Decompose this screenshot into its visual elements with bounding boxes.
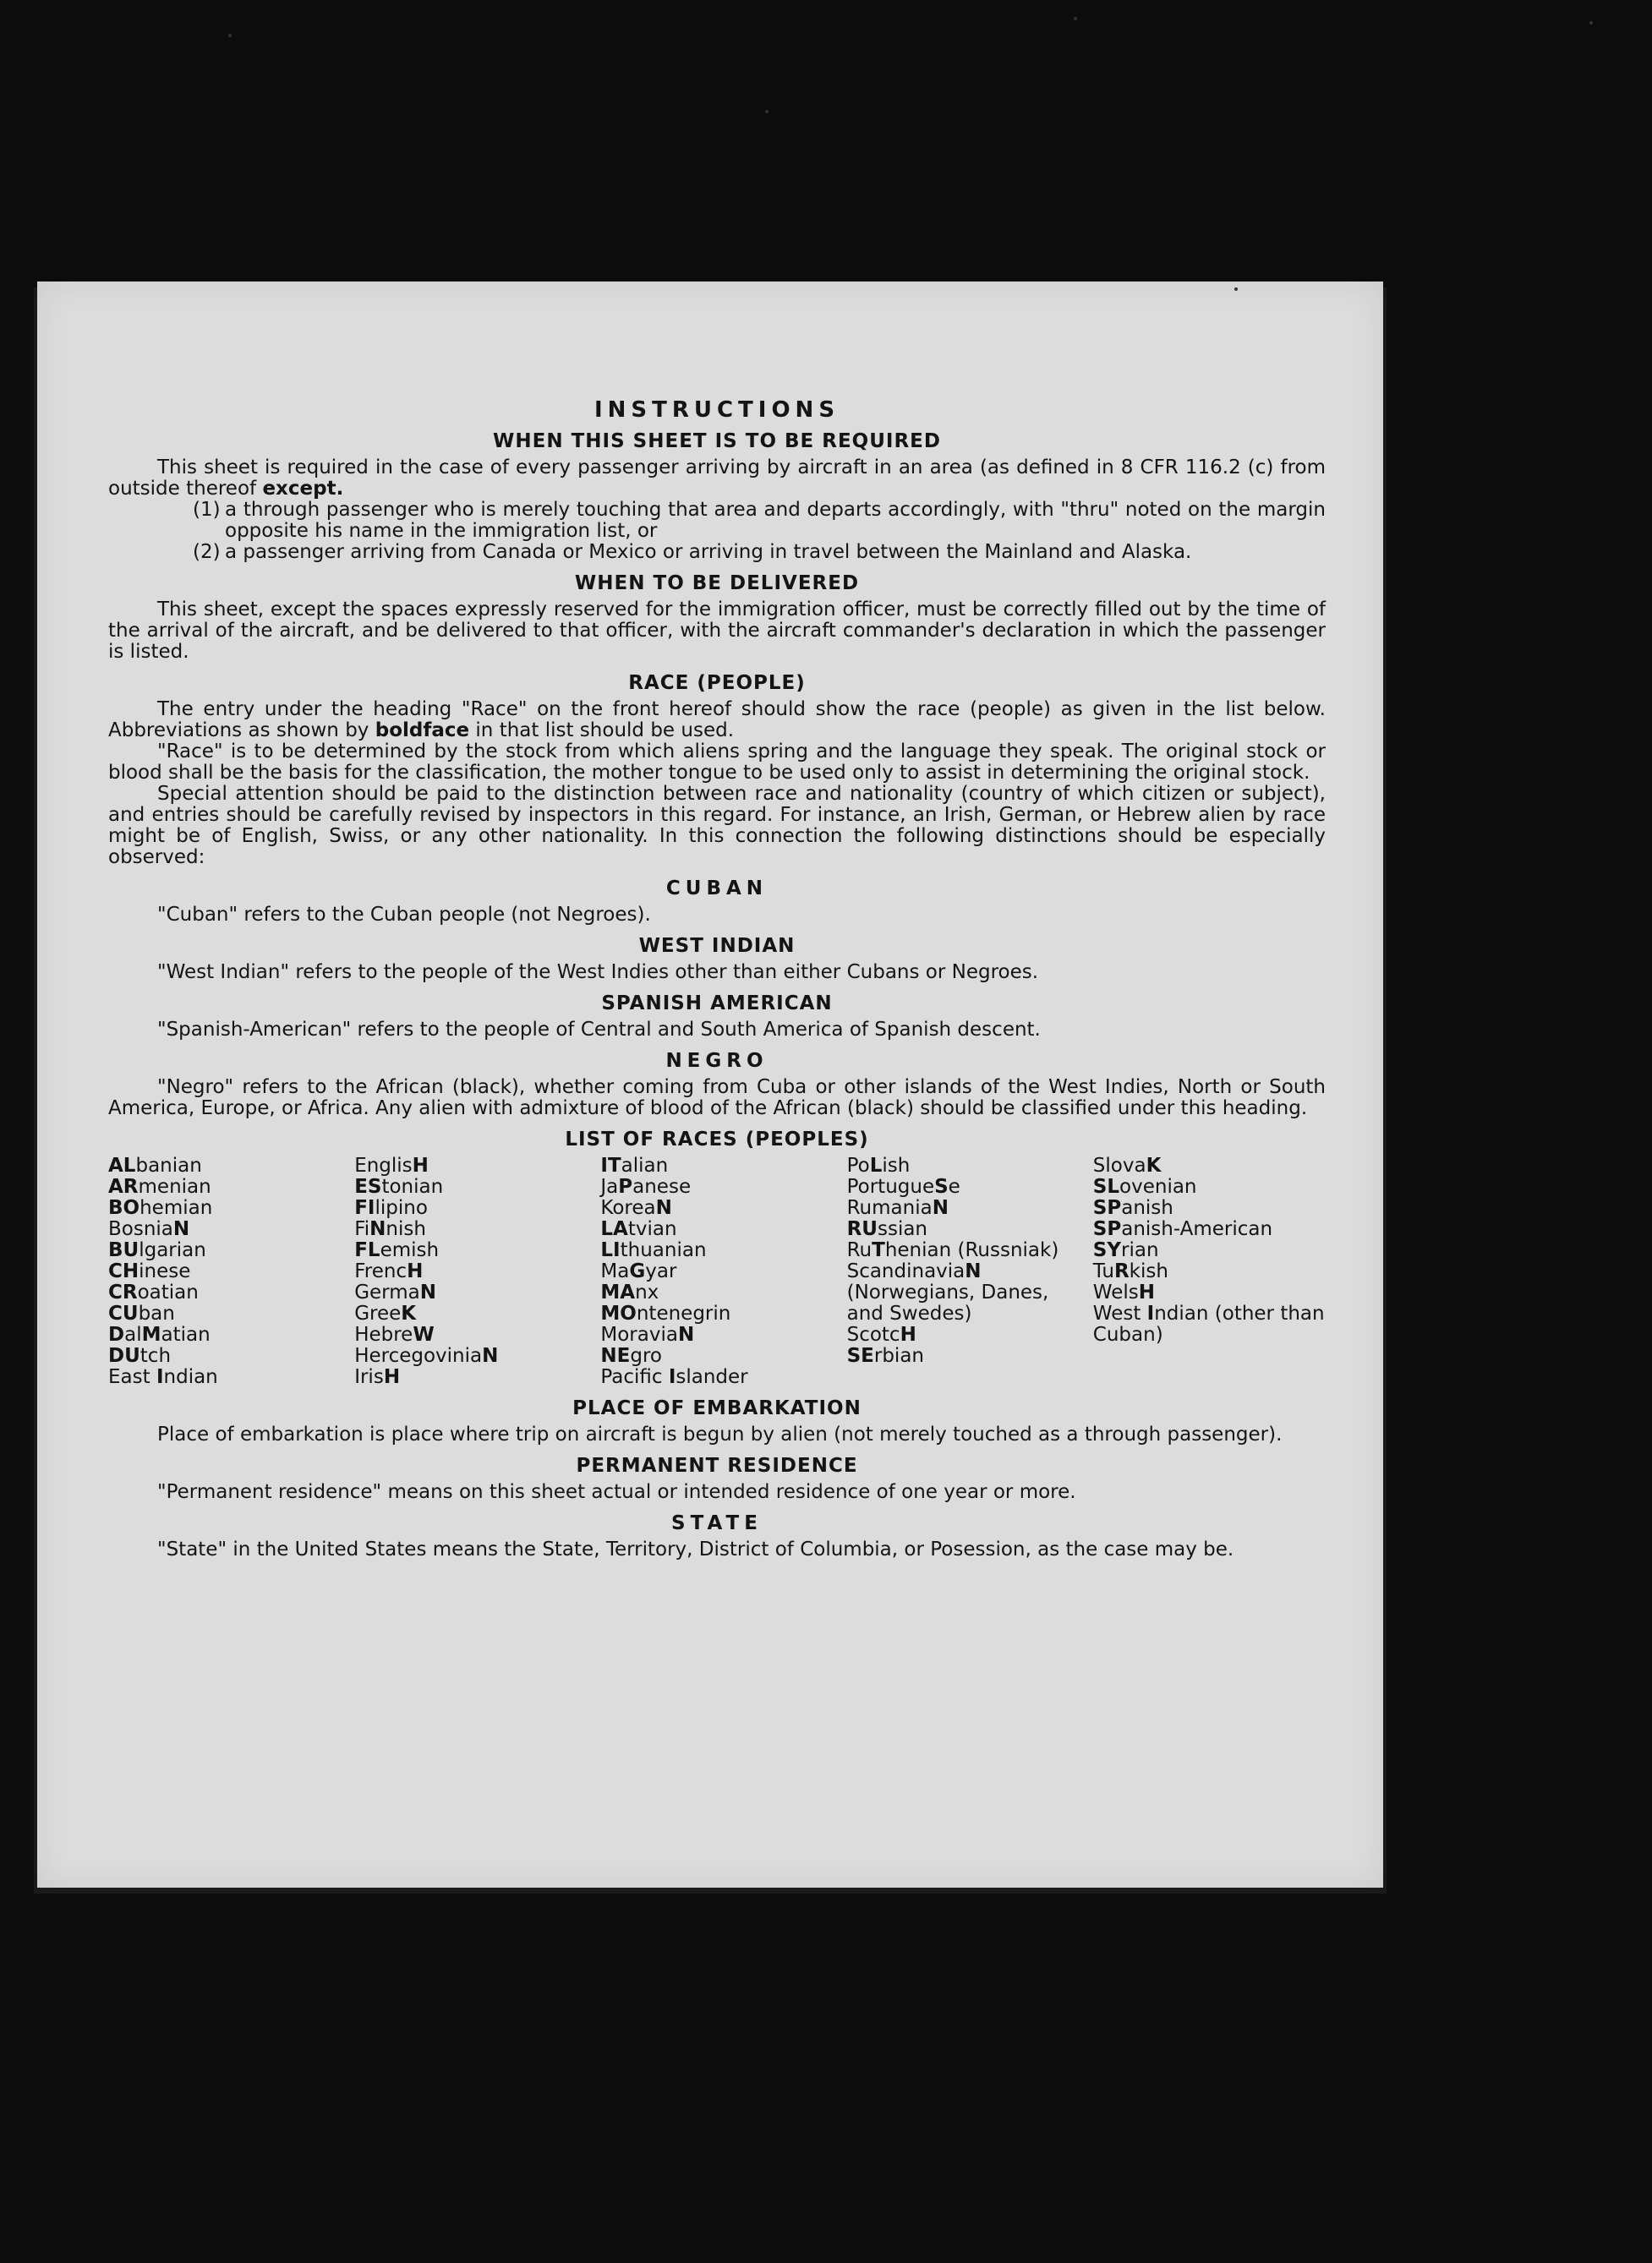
race-entry: RUssian [846, 1218, 928, 1240]
race-entry: HercegoviniaN [354, 1345, 499, 1367]
document-sheet [37, 282, 1383, 1888]
heading-cuban: CUBAN [665, 877, 769, 899]
race-entry: GreeK [354, 1303, 417, 1325]
race-entry: CHinese [108, 1260, 191, 1282]
heading-state: STATE [671, 1512, 763, 1534]
heading-west-indian: WEST INDIAN [638, 935, 796, 957]
paragraph-west-indian: "West Indian" refers to the people of the West Indies other than either Cubans or Negroes. [157, 961, 1039, 983]
race-entry: PoLish [846, 1155, 911, 1177]
race-entry: KoreaN [600, 1197, 672, 1219]
race-entry: LIthuanian [600, 1239, 707, 1261]
list-item: (1) a through passenger who is merely touching that area and departs accordingly, with "thru" noted on the margin opposite his name in the immigration list, or [193, 499, 1326, 542]
scan-speck [1074, 17, 1077, 20]
paragraph-race-2: "Race" is to be determined by the stock from which aliens spring and the language they speak. The original stock or blood shall be the basis for the classification, the mother tongue to be used only to assist in determining the original stock. [108, 741, 1326, 784]
paragraph-race-1: The entry under the heading "Race" on the front hereof should show the race (people) as given in the list below. Abbreviations as shown by boldface in that list should be used. [108, 698, 1326, 741]
race-entry: RumaniaN [846, 1197, 949, 1219]
race-entry: EnglisH [354, 1155, 429, 1177]
paragraph-state: "State" in the United States means the State, Territory, District of Columbia, or Posession, as the case may be. [157, 1539, 1234, 1561]
race-entry: FIlipino [354, 1197, 428, 1219]
race-entry: CRoatian [108, 1282, 199, 1304]
race-entry: DalMatian [108, 1324, 211, 1346]
races-column [600, 1156, 833, 1388]
race-entry: West Indian (other than Cuban) [1092, 1303, 1325, 1346]
race-entry: MAnx [600, 1282, 659, 1304]
race-entry: HebreW [354, 1324, 435, 1346]
heading-list-of-races: LIST OF RACES (PEOPLES) [565, 1129, 869, 1151]
list-item: (2) a passenger arriving from Canada or Mexico or arriving in travel between the Mainland and Alaska. [193, 541, 1192, 563]
race-entry: LAtvian [600, 1218, 677, 1240]
race-entry: SYrian [1092, 1239, 1159, 1261]
paragraph-when-required: This sheet is required in the case of every passenger arriving by aircraft in an area (as defined in 8 CFR 116.2 (c) from outside thereof except. [108, 456, 1326, 500]
paragraph-permanent-residence: "Permanent residence" means on this sheet actual or intended residence of one year or more. [157, 1481, 1076, 1503]
race-entry: IrisH [354, 1366, 401, 1388]
race-entry: NEgro [600, 1345, 662, 1367]
race-entry: ScandinaviaN (Norwegians, Danes, and Swedes) [846, 1260, 1049, 1325]
race-entry: BUlgarian [108, 1239, 206, 1261]
heading-embarkation: PLACE OF EMBARKATION [572, 1397, 862, 1419]
heading-negro: NEGRO [665, 1050, 769, 1072]
race-entry: ITalian [600, 1155, 669, 1177]
race-entry: FLemish [354, 1239, 440, 1261]
race-entry: EStonian [354, 1176, 444, 1198]
heading-race: RACE (PEOPLE) [628, 672, 806, 694]
paragraph-negro: "Negro" refers to the African (black), whether coming from Cuba or other islands of the West Indies, North or South America, Europe, or Africa. Any alien with admixture of blood of the African (black) should be classified under this heading. [108, 1076, 1326, 1119]
race-entry: Pacific Islander [600, 1366, 748, 1388]
race-entry: MaGyar [600, 1260, 677, 1282]
race-entry: DUtch [108, 1345, 172, 1367]
race-entry: PortugueSe [846, 1176, 960, 1198]
race-entry: SLovenian [1092, 1176, 1197, 1198]
race-entry: MOntenegrin [600, 1303, 731, 1325]
race-entry: FrencH [354, 1260, 424, 1282]
paragraph-race-3: Special attention should be paid to the distinction between race and nationality (country of which citizen or subject), and entries should be carefully revised by inspectors in this regard. For instance, an Irish, German, or Hebrew alien by race might be of English, Swiss, or any other nationality. In this connection the following distinctions should be especially observed: [108, 783, 1326, 868]
paragraph-spanish-american: "Spanish-American" refers to the people of Central and South America of Spanish descent. [157, 1019, 1041, 1041]
race-entry: JaPanese [600, 1176, 692, 1198]
scan-speck [228, 34, 232, 37]
heading-when-required: WHEN THIS SHEET IS TO BE REQUIRED [493, 430, 941, 452]
race-entry: WelsH [1092, 1282, 1155, 1304]
races-list [108, 1156, 1326, 1388]
paragraph-embarkation: Place of embarkation is place where trip on aircraft is begun by alien (not merely touched as a through passenger). [157, 1424, 1283, 1446]
race-entry: FiNnish [354, 1218, 426, 1240]
races-column [847, 1156, 1080, 1388]
document-content [108, 397, 1326, 1561]
scan-speck [765, 110, 769, 113]
race-entry: MoraviaN [600, 1324, 695, 1346]
races-column [108, 1156, 341, 1388]
scan-speck [1589, 21, 1593, 25]
race-entry: GermaN [354, 1282, 436, 1304]
paragraph-when-delivered: This sheet, except the spaces expressly reserved for the immigration officer, must be correctly filled out by the time of the arrival of the aircraft, and be delivered to that officer, with the aircraft commander's declaration in which the passenger is listed. [108, 599, 1326, 663]
race-entry: TuRkish [1092, 1260, 1168, 1282]
heading-spanish-american: SPANISH AMERICAN [601, 992, 833, 1014]
race-entry: SlovaK [1092, 1155, 1162, 1177]
race-entry: BosniaN [108, 1218, 190, 1240]
race-entry: ARmenian [108, 1176, 211, 1198]
race-entry: ScotcH [846, 1324, 916, 1346]
scan-speck [1234, 287, 1238, 291]
races-column [1093, 1156, 1326, 1388]
race-entry: SPanish-American [1092, 1218, 1273, 1240]
race-entry: East Indian [108, 1366, 218, 1388]
race-entry: SPanish [1092, 1197, 1173, 1219]
race-entry: ALbanian [108, 1155, 202, 1177]
document-title: INSTRUCTIONS [594, 397, 840, 423]
paragraph-cuban: "Cuban" refers to the Cuban people (not Negroes). [157, 904, 651, 926]
heading-when-delivered: WHEN TO BE DELIVERED [574, 572, 860, 594]
race-entry: CUban [108, 1303, 175, 1325]
race-entry: RuThenian (Russniak) [846, 1239, 1059, 1261]
races-column [354, 1156, 587, 1388]
race-entry: SErbian [846, 1345, 924, 1367]
heading-permanent-residence: PERMANENT RESIDENCE [576, 1455, 858, 1477]
race-entry: BOhemian [108, 1197, 213, 1219]
